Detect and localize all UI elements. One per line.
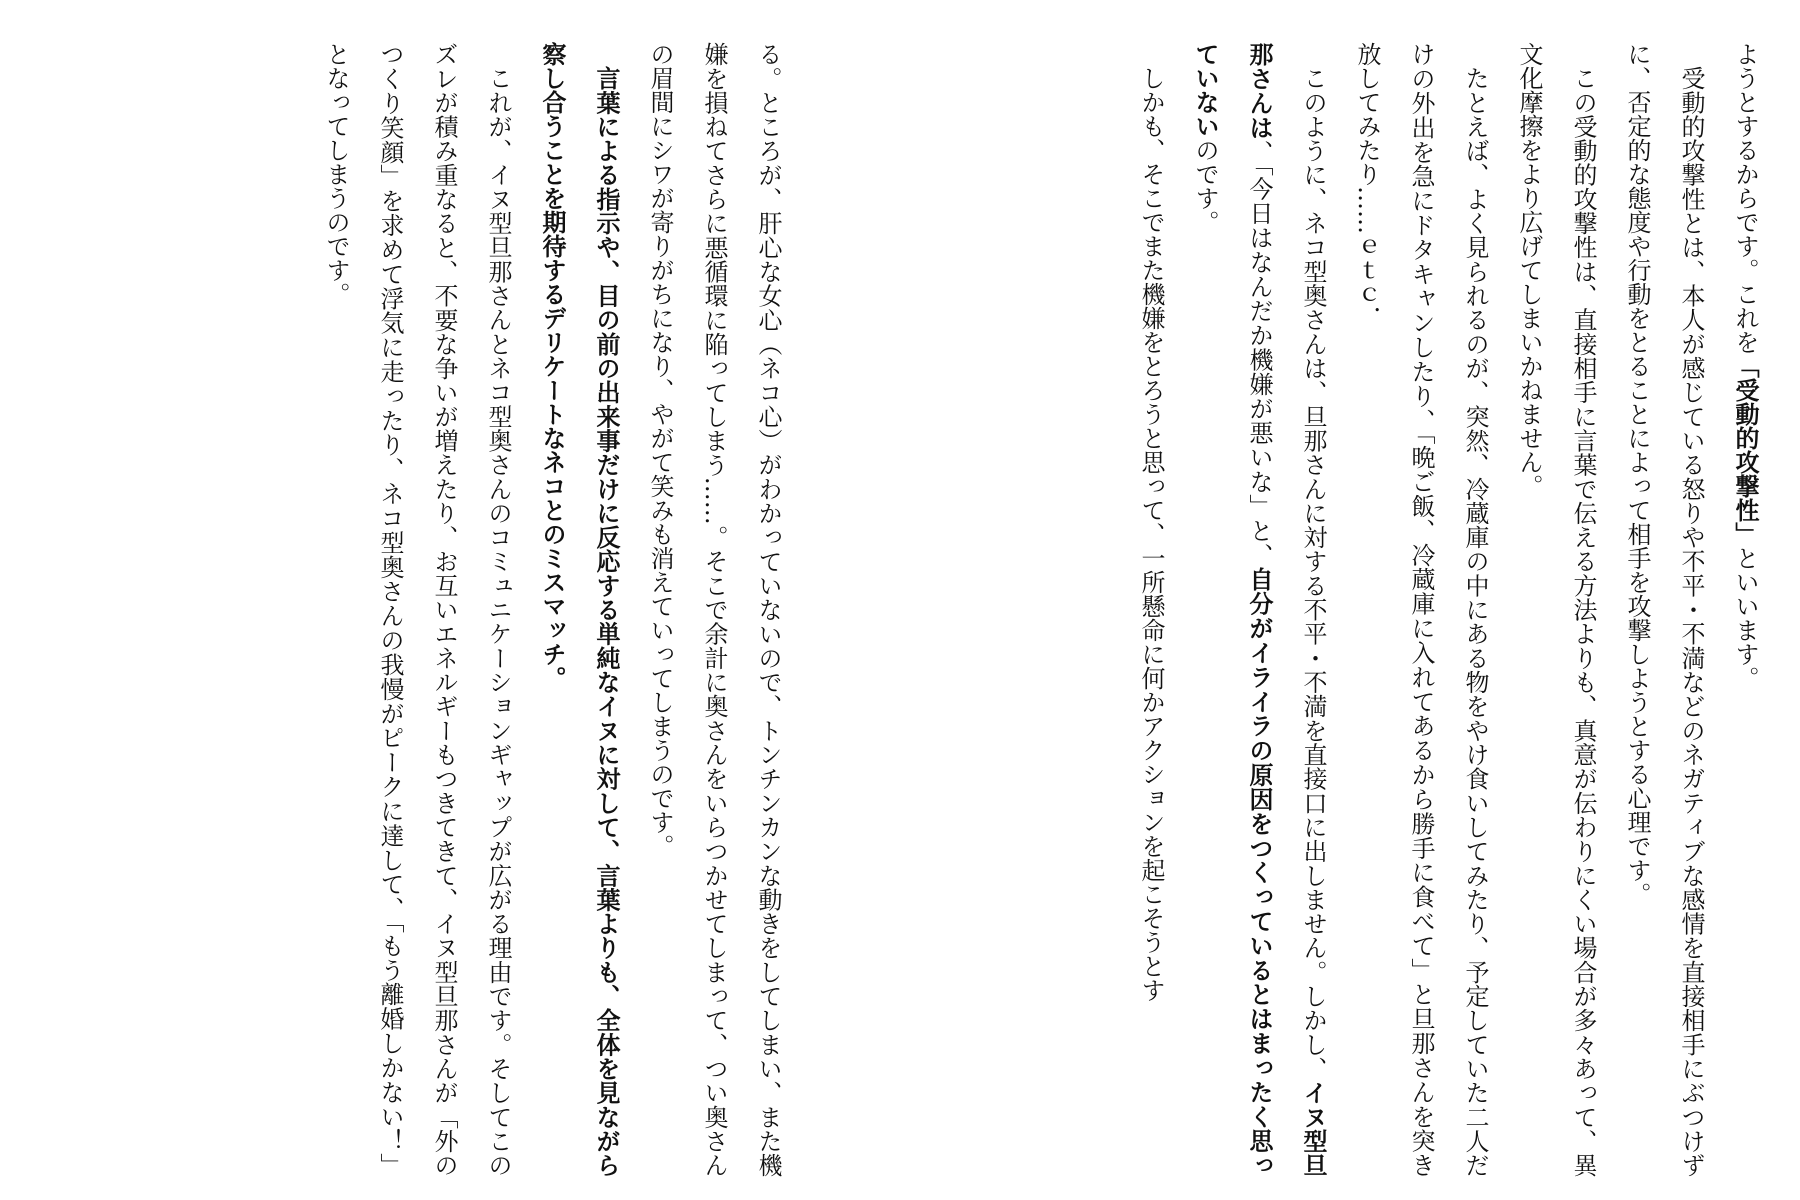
body-text: 、「今日はなんだか機嫌が悪いな」と、 [1245, 139, 1273, 568]
body-text: ようとするからです。これを [1731, 42, 1759, 354]
emphasis-text: イヌ型旦那さんは [1245, 42, 1327, 1177]
paragraph [1178, 42, 1340, 1177]
paragraph [1610, 42, 1718, 1177]
body-text: といいます。 [1731, 546, 1759, 690]
emphasis-text: 「受動的攻撃性」 [1731, 354, 1759, 546]
paragraph [525, 42, 633, 1177]
body-text: のです。 [1191, 138, 1219, 234]
body-text: これが、イヌ型旦那さんとネコ型奥さんのコミュニケーションギャップが広がる理由です。そしてこのズレが積み重なると、不要な争いが増えたり、お互いエネルギーもつきてきて、イヌ型旦那さんが「外のつくり笑顔」を求めて浮気に走ったり、ネコ型奥さんの我慢がピークに達して、「もう離婚しかない！」となってしまうのです。 [322, 42, 512, 1177]
body-text: この受動的攻撃性は、直接相手に言葉で伝える方法よりも、真意が伝わりにくい場合が多々あって、異文化摩擦をより広げてしまいかねません。 [1515, 42, 1597, 1177]
body-text: このように、ネコ型奥さんは、旦那さんに対する不平・不満を直接口に出しません。しかし、 [1299, 66, 1327, 1081]
emphasis-text: 自分がイライラの原因をつくっているとはまったく思っていない [1191, 42, 1273, 1177]
paragraph [1340, 42, 1502, 1177]
paragraph [1502, 42, 1610, 1177]
page-gutter [899, 0, 901, 1200]
body-text: る。ところが、肝心な女心（ネコ心）がわかっていないので、トンチンカンな動きをしてしまい、また機嫌を損ねてさらに悪循環に陥ってしまう……。そこで余計に奥さんをいらつかせてしまって、つい奥さんの眉間にシワが寄りがちになり、やがて笑みも消えていってしまうのです。 [646, 42, 782, 1177]
paragraph [1124, 42, 1178, 1177]
body-text: しかも、そこでまた機嫌をとろうと思って、一所懸命に何かアクションを起こそうとす [1137, 66, 1165, 1002]
right-page [1012, 42, 1772, 1177]
left-page [35, 42, 795, 1177]
body-text: たとえば、よく見られるのが、突然、冷蔵庫の中にある物をやけ食いしてみたり、予定していた二人だけの外出を急にドタキャンしたり、「晩ご飯、冷蔵庫に入れてあるから勝手に食べて」と旦那さんを突き放してみたり……ｅｔｃ． [1353, 42, 1489, 1177]
paragraph [1718, 42, 1772, 1177]
paragraph [309, 42, 525, 1177]
paragraph [633, 42, 795, 1177]
emphasis-text: 言葉による指示や、目の前の出来事だけに反応する単純なイヌに対して、言葉よりも、全体を見ながら察し合うことを期待するデリケートなネコとのミスマッチ。 [538, 42, 620, 1177]
body-text: 受動的攻撃性とは、本人が感じている怒りや不平・不満などのネガティブな感情を直接相手にぶつけずに、否定的な態度や行動をとることによって相手を攻撃しようとする心理です。 [1623, 42, 1705, 1177]
